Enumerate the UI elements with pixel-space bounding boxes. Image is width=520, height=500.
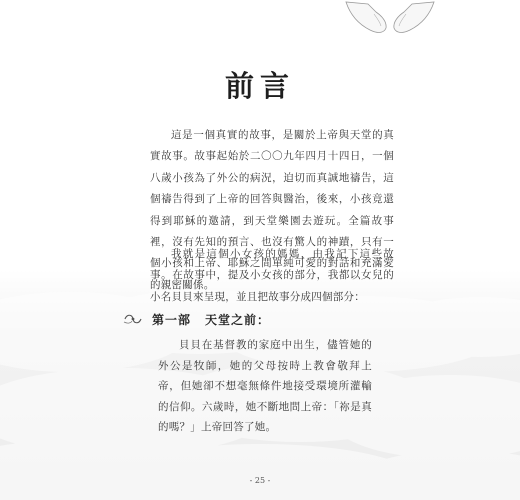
- section-number: 第一部: [152, 312, 192, 327]
- section-heading: [123, 309, 270, 329]
- intro-paragraph: 這是一個真實的故事，是關於上帝與天堂的真實故事。故事起始於二〇〇九年四月十四日，一個八歲小孩為了外公的病況，迫切而真誠地禱告，這個禱告得到了上帝的回答與醫治，後來，小孩竟還得到耶穌的邀請，到天堂樂園去遊玩。全篇故事裡，沒有先知的預言、也沒有驚人的神蹟，只有一個小孩和上帝、耶穌之間單純可愛的對話和充滿愛的親密關係。: [150, 129, 394, 291]
- page-number: - 25 -: [249, 476, 271, 485]
- page-title: 前言: [224, 69, 295, 103]
- section-body: 貝貝在基督教的家庭中出生，儘管她的外公是牧師，她的父母按時上教會敬拜上帝，但她卻不想毫無條件地接受環境所灌輸的信仰。六歲時，她不斷地問上帝：「祢是真的嗎？」上帝回答了她。: [158, 339, 372, 434]
- ornament-icon: [123, 313, 143, 325]
- intro-paragraph: 我就是這個小女孩的媽媽，由我記下這些故事。在故事中，提及小女孩的部分，我都以女兒的小名貝貝來呈現，並且把故事分成四個部分：: [150, 248, 394, 303]
- section-title: 天堂之前：: [205, 312, 271, 327]
- open-hands-icon: [340, 0, 440, 42]
